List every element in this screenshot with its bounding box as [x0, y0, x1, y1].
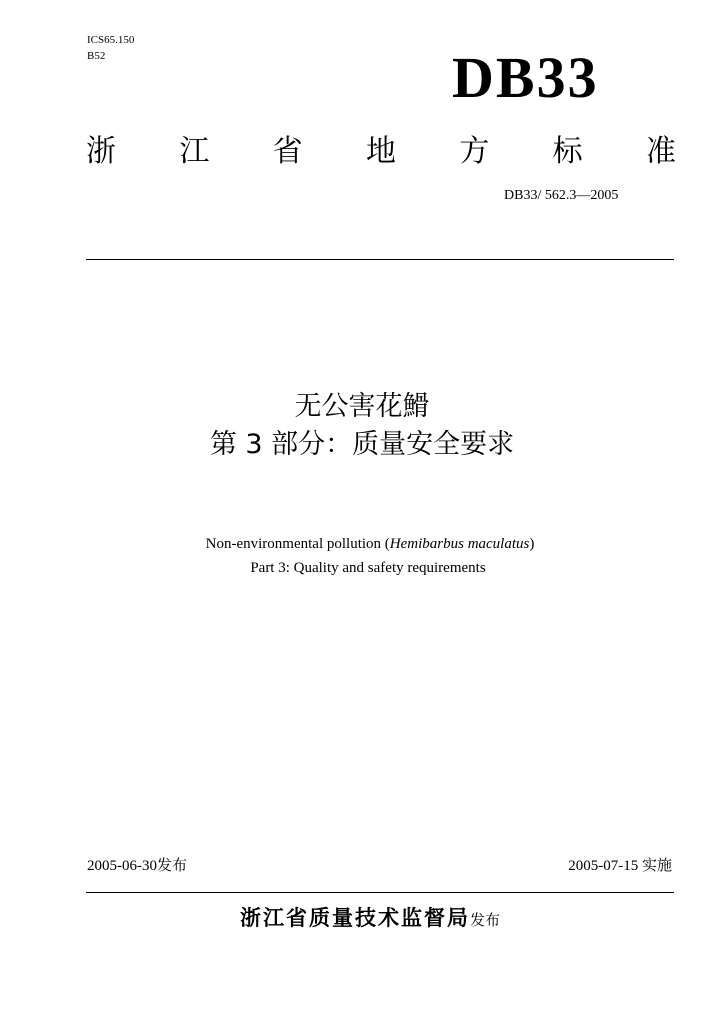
implement-date-block [568, 854, 672, 875]
standard-type-char: 江 [179, 134, 210, 169]
issue-label: 发布 [157, 856, 188, 874]
issue-date-block [87, 854, 187, 875]
classification-code: B52 [87, 50, 106, 62]
bottom-divider [86, 892, 674, 893]
top-divider [86, 259, 674, 260]
standard-number: DB33/ 562.3—2005 [504, 188, 619, 203]
publisher-line [0, 902, 724, 932]
standard-type-char: 省 [272, 134, 303, 169]
publisher-name: 浙江省质量技术监督局 [239, 906, 470, 930]
title-cn-line2: 第 3 部分：质量安全要求 [209, 429, 515, 460]
title-cn-line1: 无公害花䱻 [294, 391, 430, 422]
standard-type-char: 标 [552, 134, 583, 169]
title-en-prefix: Non-environmental pollution ( [205, 536, 390, 552]
issue-date: 2005-06-30 [87, 858, 157, 874]
ics-code: ICS65.150 [87, 34, 135, 46]
title-en-line1 [0, 534, 724, 554]
standard-logo: DB33 [452, 45, 599, 110]
title-en-line2: Part 3: Quality and safety requirements [250, 560, 486, 576]
implement-date: 2005-07-15 [568, 858, 639, 874]
publish-label: 发布 [469, 911, 500, 929]
standard-type-char: 准 [645, 134, 676, 169]
standard-type-char: 地 [365, 134, 396, 169]
standard-type-heading [86, 127, 676, 169]
title-en-suffix: ) [529, 536, 535, 552]
implement-label: 实施 [641, 856, 672, 874]
species-name: Hemibarbus maculatus [389, 536, 530, 552]
standard-type-char: 浙 [86, 134, 116, 169]
standard-type-char: 方 [459, 134, 490, 169]
